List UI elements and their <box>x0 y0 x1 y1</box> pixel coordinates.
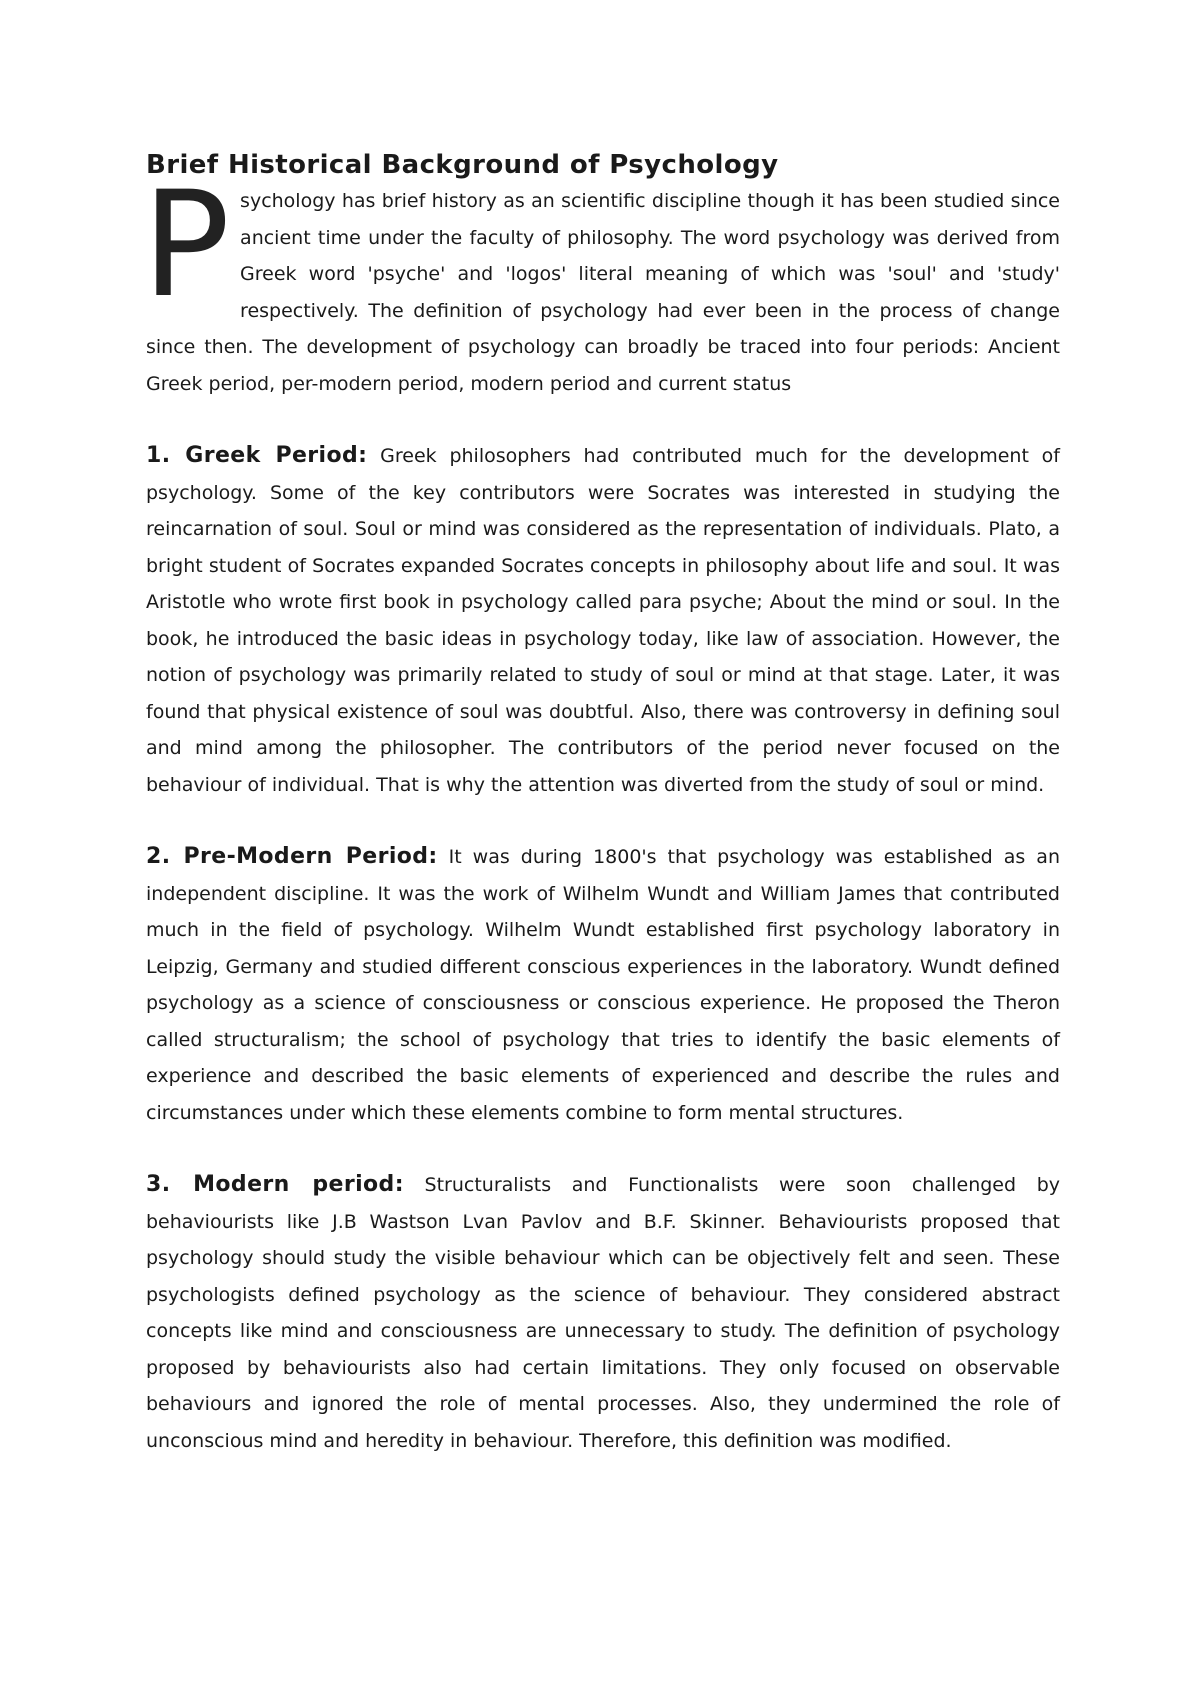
drop-cap: P <box>142 160 231 330</box>
document-body <box>142 148 1060 1459</box>
section-text: It was during 1800's that psychology was established as an independent discipline. It was the work of Wilhelm Wundt and William James that contributed much in the field of psychology. Wilhelm Wundt established first psychology laboratory in Leipzig, Germany and studied different conscious experiences in the laboratory. Wundt defined psychology as a science of consciousness or conscious experience. He proposed the Theron called structuralism; the school of psychology that tries to identify the basic elements of experience and described the basic elements of experienced and describe the rules and circumstances under which these elements combine to form mental structures. <box>146 846 1060 1124</box>
section-pre-modern-period <box>146 839 1060 1131</box>
section-greek-period <box>146 438 1060 803</box>
document-title: Brief Historical Background of Psychology <box>146 150 779 180</box>
section-heading: 3. Modern period: <box>146 1172 404 1197</box>
section-heading: 1. Greek Period: <box>146 443 368 468</box>
section-heading: 2. Pre-Modern Period: <box>146 844 438 869</box>
intro-text: sychology has brief history as an scientific discipline though it has been studied since ancient time under the faculty of philosophy. The word psychology was derived from Greek word 'psyche' and 'logos' literal meaning of which was 'soul' and 'study' respectively. The definition of psychology had ever been in the process of change since then. The development of psychology can broadly be traced into four periods: Ancient Greek period, per-modern period, modern period and current status <box>146 190 1060 395</box>
section-modern-period <box>146 1167 1060 1459</box>
section-text: Greek philosophers had contributed much for the development of psychology. Some of the key contributors were Socrates was interested in studying the reincarnation of soul. Soul or mind was considered as the representation of individuals. Plato, a bright student of Socrates expanded Socrates concepts in philosophy about life and soul. It was Aristotle who wrote first book in psychology called para psyche; About the mind or soul. In the book, he introduced the basic ideas in psychology today, like law of association. However, the notion of psychology was primarily related to study of soul or mind at that stage. Later, it was found that physical existence of soul was doubtful. Also, there was controversy in defining soul and mind among the philosopher. The contributors of the period never focused on the behaviour of individual. That is why the attention was diverted from the study of soul or mind. <box>146 445 1060 796</box>
section-text: Structuralists and Functionalists were soon challenged by behaviourists like J.B Wastson Lvan Pavlov and B.F. Skinner. Behaviourists proposed that psychology should study the visible behaviour which can be objectively felt and seen. These psychologists defined psychology as the science of behaviour. They considered abstract concepts like mind and consciousness are unnecessary to study. The definition of psychology proposed by behaviourists also had certain limitations. They only focused on observable behaviours and ignored the role of mental processes. Also, they undermined the role of unconscious mind and heredity in behaviour. Therefore, this definition was modified. <box>146 1174 1060 1452</box>
